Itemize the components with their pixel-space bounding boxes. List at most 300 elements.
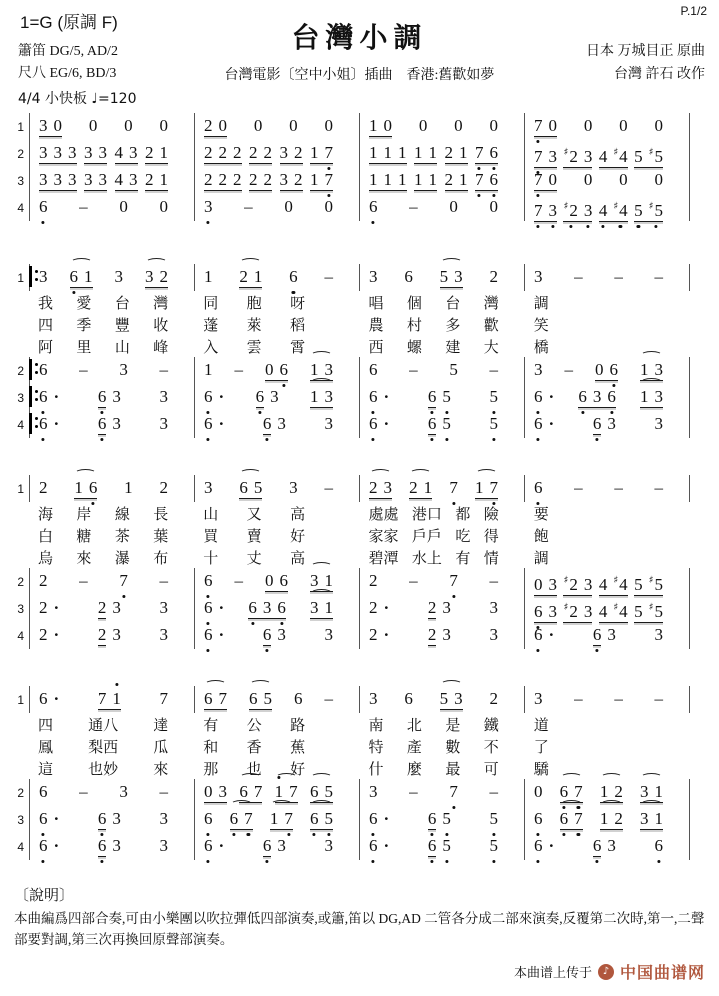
note: 7 — [97, 689, 107, 708]
score-body — [6, 113, 690, 897]
row-label: 3 — [17, 601, 24, 616]
measure — [359, 140, 524, 167]
row-label: 4 — [17, 417, 24, 432]
row-label: 3 — [17, 812, 24, 827]
note-group — [159, 782, 168, 802]
note-group — [115, 267, 124, 287]
note-group — [440, 267, 463, 288]
note: 0 — [253, 116, 263, 135]
note: 3 — [654, 625, 663, 644]
note: 2 — [39, 571, 48, 590]
row-label: 2 — [17, 574, 24, 589]
note: · — [53, 836, 60, 855]
note: 2 — [39, 478, 48, 497]
note: 6 — [404, 689, 413, 708]
lyric-measure — [29, 503, 194, 524]
measure — [194, 411, 359, 438]
note-group — [235, 571, 244, 591]
lyric-measure — [194, 714, 359, 735]
note: 5 — [489, 414, 498, 434]
lyric-measure — [194, 736, 359, 757]
note: – — [409, 571, 418, 590]
note: 1 — [275, 782, 284, 802]
lyric-cell: 路 — [290, 717, 306, 734]
lyric-cell: 烏 — [38, 550, 54, 567]
lyric-measure — [360, 503, 525, 524]
note: · — [383, 625, 390, 644]
note-group — [79, 782, 88, 802]
note: 3 — [583, 602, 593, 621]
lyric-cell: 村 — [406, 317, 422, 334]
note: · — [548, 625, 555, 644]
note-group — [98, 836, 121, 857]
note-group — [310, 170, 333, 191]
notes-section — [14, 884, 707, 951]
note: 6 — [309, 782, 319, 801]
lyric-measures — [29, 503, 690, 524]
note: 6 — [98, 414, 107, 435]
note: 0 — [583, 116, 593, 135]
voice-row — [6, 475, 690, 502]
note: 1 — [84, 267, 93, 286]
octave-dot-low — [551, 225, 554, 228]
note-group — [310, 809, 333, 830]
note: 3 — [534, 360, 543, 379]
note: ♯2 — [563, 575, 578, 594]
note: 3 — [534, 267, 543, 286]
voice-row — [6, 384, 690, 411]
note: 1 — [459, 170, 468, 189]
note: 6 — [204, 689, 213, 708]
note: 2 — [97, 598, 107, 617]
measure — [29, 833, 194, 860]
note: 2 — [218, 170, 227, 189]
note: 6 — [428, 387, 437, 408]
note: 0 — [383, 116, 392, 135]
note-group — [263, 625, 286, 646]
lyric-cell: 布 — [153, 550, 169, 567]
note: 2 — [369, 478, 378, 497]
note: 5 — [489, 387, 498, 407]
note-group — [654, 689, 663, 709]
voice-row — [6, 568, 690, 595]
sharp-sign: ♯ — [648, 575, 654, 586]
note: 3 — [607, 414, 616, 433]
octave-dot-low — [100, 438, 103, 441]
note: 1 — [369, 143, 378, 162]
note: 1 — [654, 782, 663, 801]
note: 3 — [548, 575, 557, 594]
lyric-cell: 山 — [203, 506, 219, 523]
note-group — [634, 143, 663, 168]
note-group — [204, 387, 224, 407]
lyric-cell: 多 — [445, 317, 461, 334]
row-label: 1 — [17, 270, 24, 285]
note: · — [383, 387, 390, 406]
lyric-measure — [525, 714, 690, 735]
note: 3 — [324, 387, 333, 406]
note: 1 — [204, 267, 213, 286]
note: 3 — [309, 598, 319, 617]
octave-dot-low — [595, 438, 598, 441]
note-group — [654, 170, 663, 190]
lyric-cell: 調 — [533, 550, 549, 567]
note-group — [534, 602, 557, 623]
note-group — [534, 360, 543, 380]
note-group — [574, 689, 583, 709]
lyric-cell: 要 — [533, 506, 549, 523]
note-group — [369, 571, 378, 591]
lyric-cell: 好 — [290, 761, 306, 778]
note: 6 — [204, 809, 213, 829]
note: 0 — [88, 116, 98, 135]
note-group — [39, 387, 59, 407]
measures — [29, 686, 690, 713]
note: 7 — [218, 689, 227, 708]
note-group — [98, 809, 121, 830]
lyric-cell: 特 — [368, 739, 384, 756]
note-group — [324, 478, 333, 498]
note-group — [599, 571, 628, 596]
note: 0 — [324, 197, 333, 216]
sharp-sign: ♯ — [563, 602, 569, 613]
note: 6 — [39, 689, 48, 708]
note: 0 — [53, 116, 62, 135]
lyric-measure — [360, 336, 525, 357]
lyric-cell: 歡 — [483, 317, 499, 334]
note: 1 — [269, 809, 279, 828]
note: 7 — [574, 782, 583, 802]
octave-dot-low — [595, 860, 598, 863]
note: ♯4 — [613, 602, 628, 621]
note-group — [249, 170, 272, 191]
score-header — [0, 0, 719, 112]
note-group — [440, 689, 463, 710]
note-group — [204, 571, 213, 591]
measures — [29, 806, 690, 833]
tempo-marking: 4/4 小快板 ♩=120 — [18, 91, 137, 107]
note-group — [534, 836, 554, 856]
measure — [524, 806, 690, 833]
voice-row — [6, 264, 690, 291]
note: 4 — [114, 170, 123, 189]
note: 1 — [383, 170, 392, 189]
note-group — [256, 387, 279, 408]
note-group — [289, 116, 298, 136]
lyric-cell: 得 — [483, 528, 499, 545]
note: 2 — [145, 170, 154, 189]
lyric-cell: 個 — [406, 295, 422, 312]
note: 6 — [39, 809, 48, 829]
note: 0 — [654, 116, 663, 135]
note: 7 — [244, 809, 253, 829]
octave-dot-low — [372, 860, 375, 863]
lyric-cell: 同 — [203, 295, 219, 312]
note: 1 — [74, 478, 83, 497]
note: 0 — [489, 197, 498, 216]
note-group — [369, 197, 378, 217]
lyric-cell: 四 — [38, 317, 54, 334]
note-group — [39, 116, 62, 137]
note: – — [614, 267, 623, 286]
note: 6 — [654, 836, 663, 856]
note: 3 — [548, 602, 557, 621]
note: 6 — [204, 571, 213, 591]
note: 6 — [39, 836, 48, 856]
note: 6 — [263, 625, 272, 646]
note-group — [534, 689, 543, 709]
site-logo-icon: ♪ — [598, 964, 614, 980]
note: 6 — [610, 360, 619, 380]
measure — [194, 475, 359, 502]
lyric-measure — [360, 758, 525, 779]
note: 3 — [39, 170, 48, 189]
note: 6 — [369, 809, 378, 829]
note: 5 — [634, 575, 643, 594]
note: 3 — [129, 170, 138, 189]
note: 1 — [324, 571, 333, 590]
note: 3 — [310, 571, 319, 590]
note: 0 — [119, 197, 128, 216]
note-group — [404, 689, 413, 709]
measure — [359, 167, 524, 194]
note: 5 — [439, 267, 449, 286]
note: · — [218, 414, 225, 433]
note-group — [204, 414, 224, 434]
note-group — [159, 360, 168, 380]
note: 7 — [574, 809, 583, 829]
note-group — [115, 143, 138, 164]
note: 2 — [39, 625, 48, 644]
note: 7 — [119, 571, 128, 591]
note: 0 — [489, 116, 498, 135]
note: 3 — [279, 143, 288, 162]
note: 0 — [289, 116, 298, 135]
note: 3 — [592, 387, 602, 406]
note-group — [534, 147, 557, 168]
lyric-cell: 不 — [483, 739, 499, 756]
lyric-cell: 達 — [153, 717, 169, 734]
measure — [524, 595, 690, 622]
note: 5 — [253, 478, 263, 497]
note-group — [115, 170, 138, 191]
note-group — [119, 197, 128, 217]
measure — [359, 411, 524, 438]
row-label: 3 — [17, 390, 24, 405]
note-group — [409, 782, 418, 802]
measure — [524, 475, 690, 502]
lyric-cell: 戶戶 — [411, 528, 442, 545]
lyric-cell: 來 — [153, 761, 169, 778]
note: – — [574, 478, 583, 497]
lyric-cell: 梨西 — [88, 739, 119, 756]
note: ♯5 — [648, 575, 663, 594]
lyric-cell: 可 — [483, 761, 499, 778]
measure — [194, 264, 359, 291]
measure — [29, 384, 194, 411]
note: 7 — [449, 782, 458, 802]
note: – — [409, 197, 418, 216]
note-group — [70, 267, 93, 288]
note-group — [239, 478, 262, 499]
note: 6 — [369, 414, 378, 434]
note: · — [53, 809, 60, 828]
octave-dot-low — [42, 221, 45, 224]
note: 6 — [204, 414, 213, 434]
note: 3 — [639, 782, 649, 801]
note: 3 — [324, 836, 333, 855]
note: 3 — [277, 625, 286, 644]
note-group — [369, 360, 378, 380]
sharp-sign: ♯ — [613, 147, 619, 158]
note: 2 — [427, 625, 437, 644]
sharp-sign: ♯ — [648, 602, 654, 613]
note-group — [560, 809, 583, 830]
measure — [524, 568, 690, 595]
note: 3 — [654, 414, 663, 433]
note-group — [563, 197, 592, 222]
note: 1 — [159, 170, 168, 189]
lyric-line — [6, 757, 690, 779]
note: 3 — [262, 598, 272, 617]
note: 3 — [119, 782, 128, 801]
lyric-measures — [29, 547, 690, 568]
note: 5 — [489, 836, 498, 856]
measures — [29, 357, 690, 384]
note: 3 — [53, 170, 62, 189]
lyric-cell: 調 — [533, 295, 549, 312]
note: 7 — [489, 478, 498, 498]
lyric-cell: 豐 — [114, 317, 130, 334]
note-group — [119, 571, 128, 591]
lyric-cell: 台 — [114, 295, 130, 312]
measure — [194, 806, 359, 833]
lyric-cell: 線 — [114, 506, 130, 523]
lyric-cell: 好 — [290, 528, 306, 545]
lyric-measures — [29, 336, 690, 357]
upload-text: 本曲谱上传于 — [513, 965, 592, 980]
measure — [524, 833, 690, 860]
note: 6 — [98, 387, 107, 408]
notes-text: 本曲編爲四部合奏,可由小樂團以吹拉彈低四部演奏,或簫,笛以 DG,AD 二管各分成二部來演奏,反覆第二次時,第一,二聲部要對調,第三次再換回原聲部演奏。 — [14, 911, 705, 947]
lyric-cell: 海 — [38, 506, 54, 523]
lyric-cell: 高 — [290, 550, 306, 567]
note: 3 — [442, 625, 451, 644]
note: 3 — [442, 598, 451, 617]
note: 0 — [284, 197, 293, 216]
note-group — [204, 625, 224, 645]
lyric-cell: 吃 — [455, 528, 471, 545]
note: · — [53, 414, 60, 433]
note: 0 — [265, 571, 274, 590]
note: 1 — [599, 809, 609, 828]
note: 2 — [263, 170, 272, 189]
note-group — [39, 478, 48, 498]
note: – — [159, 782, 168, 801]
note-group — [534, 478, 543, 498]
note-group — [39, 143, 77, 164]
note: 6 — [534, 809, 543, 829]
score-system — [6, 475, 690, 649]
lyric-measure — [360, 292, 525, 313]
note: 3 — [68, 143, 77, 162]
note-group — [409, 360, 418, 380]
note: 6 — [263, 414, 272, 435]
note-group — [119, 782, 128, 802]
note: 6 — [230, 809, 239, 829]
note: – — [654, 478, 663, 497]
measure — [359, 357, 524, 384]
note-group — [489, 360, 498, 380]
note: 3 — [98, 143, 107, 162]
measure — [194, 833, 359, 860]
note: 2 — [39, 598, 48, 617]
note-group — [428, 809, 451, 830]
lyric-cell: 台 — [445, 295, 461, 312]
measures — [29, 779, 690, 806]
measures — [29, 622, 690, 649]
lyric-measure — [194, 292, 359, 313]
note-group — [159, 387, 168, 407]
octave-dot-low — [537, 860, 540, 863]
note-group — [145, 170, 168, 191]
note: 3 — [39, 116, 48, 135]
lyric-cell: 灣 — [483, 295, 499, 312]
octave-dot-low — [586, 225, 589, 228]
note: 3 — [583, 575, 593, 594]
measure — [29, 113, 194, 140]
note-group — [489, 689, 498, 709]
lyric-cell: 橋 — [533, 339, 549, 356]
note: 3 — [534, 689, 543, 708]
note-group — [84, 143, 107, 164]
measure — [29, 595, 194, 622]
lyric-cell: 處處 — [368, 506, 399, 523]
note-group — [369, 625, 389, 645]
measures — [29, 194, 690, 221]
note: 0 — [619, 170, 628, 189]
note-group — [449, 571, 458, 591]
measure — [194, 357, 359, 384]
measure — [524, 411, 690, 438]
lyric-cell: 萊 — [246, 317, 262, 334]
note: 7 — [534, 201, 543, 221]
note: – — [79, 782, 88, 801]
note: 7 — [325, 170, 334, 190]
note-group — [119, 360, 128, 380]
score-system — [6, 686, 690, 860]
repeat-sign — [29, 386, 39, 407]
note-group — [634, 571, 663, 596]
octave-dot-low — [537, 649, 540, 652]
note-group — [39, 689, 59, 709]
lyric-cell: 稻 — [290, 317, 306, 334]
lyric-measure — [194, 547, 359, 568]
note: 3 — [607, 836, 616, 855]
note: 6 — [490, 170, 499, 190]
note-group — [614, 267, 623, 287]
note-group — [534, 170, 557, 191]
voice-row — [6, 806, 690, 833]
measures — [29, 113, 690, 140]
lyric-cell: 丈 — [246, 550, 262, 567]
note: 3 — [159, 836, 168, 855]
lyric-measures — [29, 292, 690, 313]
note-group — [98, 598, 121, 619]
note-group — [475, 143, 498, 164]
note: 3 — [454, 689, 463, 708]
note-group — [39, 197, 48, 217]
